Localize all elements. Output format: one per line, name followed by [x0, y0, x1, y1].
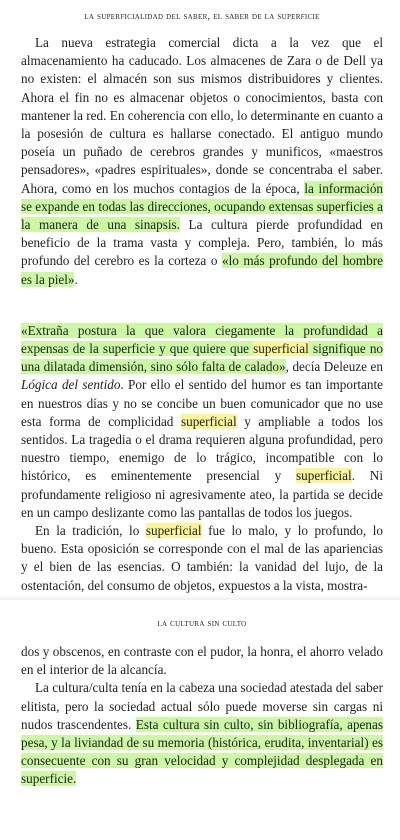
paragraph-2-text-a: , decía Deleuze en [285, 359, 383, 375]
highlight-yellow-superficial-2: superficial [180, 413, 237, 429]
paragraph-2-text-b: . Por ello el sentido del humor es tan importante en nuestros días y no se concibe un buen comunicador que no use esta forma de complicidad [21, 377, 383, 429]
running-head-bottom: la cultura sin culto [157, 618, 247, 629]
paragraph-2-text-d: . Ni profundamente religioso ni agresivamente ateo, la partida se decide en un campo deslizante como las pantallas de todos los juegos. [21, 468, 383, 520]
bottom-page [0, 600, 400, 840]
book-title-italic: Lógica del sentido [21, 377, 121, 393]
highlight-green-2: «lo más profundo del hombre es la piel» [21, 253, 383, 287]
paragraph-5-text-a: La cultura/culta tenía en la cabeza una sociedad atestada del saber elitista, pero la sociedad actual sólo puede moverse sin cargas ni nudos trascendentes. [21, 680, 383, 732]
highlight-green-1: la información se expande en todas las direcciones, ocupando extensas superficies a la manera de una sinapsis. [21, 180, 384, 233]
highlight-green-5: Esta cultura sin culto, sin bibliografía, apenas pesa, y la liviandad de su memoria (histórica, erudita, inventarial) es consecuente con su gran velocidad y complejidad desplegada en superficie. [21, 716, 383, 787]
highlight-yellow-superficial-3: superficial [296, 468, 352, 484]
paragraph-3 [21, 522, 383, 595]
highlight-yellow-superficial-4: superficial [145, 523, 202, 539]
paragraph-3-text-a: En la tradición, lo [35, 523, 146, 539]
paragraph-4 [21, 643, 383, 679]
paragraph-3-text-b: fue lo malo, y lo profundo, lo bueno. Esta oposición se corresponde con el mal de las apariencias y el bien de las esencias. O también: la vanidad del lujo, de la ostentación, del consumo de objetos, expuestos a la vista, mostra- [21, 523, 383, 593]
paragraph-2 [21, 322, 383, 522]
paragraph-1-text-c: . [74, 271, 78, 287]
paragraph-4-text-a: dos y obscenos, en contraste con el pudor, la honra, el ahorro velado en el interior de la alcancía. [21, 644, 383, 678]
paragraph-1 [21, 34, 383, 289]
paragraph-1-text-b: La cultura pierde profundidad en beneficio de la trama vasta y compleja. Pero, también, lo más profundo del cerebro es la corteza o [21, 217, 383, 269]
highlight-green-3: «Extraña postura la que valora ciegamente la profundidad a expensas de la superficie y que quiere que [21, 322, 383, 357]
paragraph-5 [21, 679, 383, 788]
running-head-top: la superficialidad del saber, el saber de la superficie [84, 11, 320, 22]
paragraph-2-text-c: y ampliable a todos los sentidos. La tragedia o el drama requieren alguna profundidad, pero nuestro tiempo, enemigo de lo trágico, incompatible con lo histórico, es eminentemente presencial y [21, 413, 383, 484]
paragraph-1-text-a: La nueva estrategia comercial dicta a la vez que el almacenamiento ha caducado. Los almacenes de Zara o de Dell ya no existen: el almacén son sus mismos distribuidores y clientes. Ahora el fin no es almacenar objetos o conocimientos, basta con mantener la red. En coherencia con ello, lo determinante en cuanto a la posesión de cultura es hallarse conectado. El antiguo mundo poseía un puñado de cerebros grandes y munificos, «maestros pensadores», «padres espirituales», donde se concentraba el saber. Ahora, como en los muchos contagios de la época, [21, 35, 383, 196]
highlight-green-4: signifique no una dilatada dimensión, sino sólo falta de calado» [21, 341, 384, 375]
highlight-yellow-superficial-1: superficial [253, 341, 309, 357]
